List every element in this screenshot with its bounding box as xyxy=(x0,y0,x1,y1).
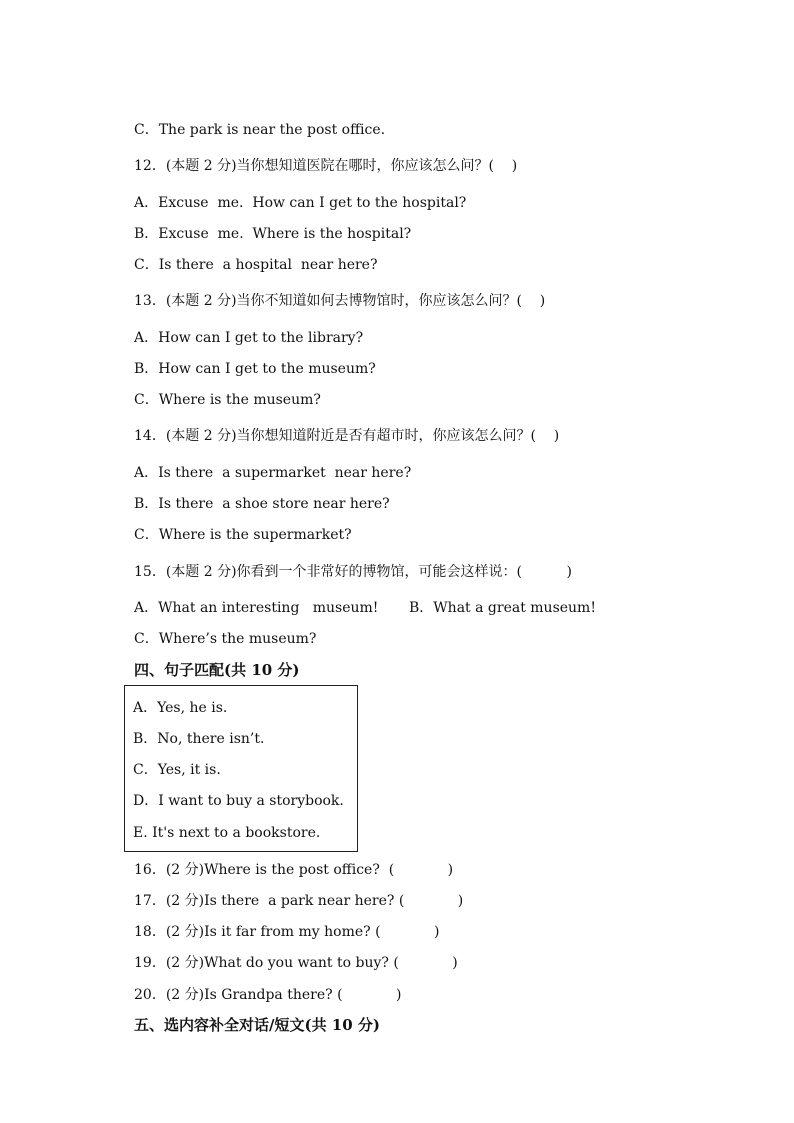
q12-option-a: A．Excuse me. How can I get to the hospital? xyxy=(134,195,467,211)
box-item-e: E. It's next to a bookstore. xyxy=(133,825,321,841)
question-20: 20．(2 分)Is Grandpa there? ( ) xyxy=(134,987,402,1003)
q12-stem: 12．(本题 2 分)当你想知道医院在哪时，你应该怎么问？( ) xyxy=(134,158,518,174)
question-18: 18．(2 分)Is it far from my home? ( ) xyxy=(134,924,440,940)
q14-stem: 14．(本题 2 分)当你想知道附近是否有超市时，你应该怎么问？( ) xyxy=(134,428,560,444)
q15-option-c: C．Where’s the museum? xyxy=(134,631,317,647)
q13-option-a: A．How can I get to the library? xyxy=(134,330,364,346)
q14-option-a: A．Is there a supermarket near here? xyxy=(134,465,412,481)
section-4-heading: 四、句子匹配(共 10 分) xyxy=(134,661,300,679)
q15-option-a: A．What an interesting museum! xyxy=(134,600,379,616)
q12-option-b: B．Excuse me. Where is the hospital? xyxy=(134,226,412,242)
q15-stem: 15．(本题 2 分)你看到一个非常好的博物馆，可能会这样说：( ) xyxy=(134,564,572,580)
q13-option-b: B．How can I get to the museum? xyxy=(134,361,376,377)
q11-option-c: C．The park is near the post office. xyxy=(134,122,386,138)
box-item-c: C．Yes, it is. xyxy=(133,762,221,778)
question-17: 17．(2 分)Is there a park near here? ( ) xyxy=(134,893,464,909)
question-16: 16．(2 分)Where is the post office? ( ) xyxy=(134,862,454,878)
q14-option-b: B．Is there a shoe store near here? xyxy=(134,496,390,512)
q14-option-c: C．Where is the supermarket? xyxy=(134,527,352,543)
q13-stem: 13．(本题 2 分)当你不知道如何去博物馆时，你应该怎么问？( ) xyxy=(134,293,546,309)
question-19: 19．(2 分)What do you want to buy? ( ) xyxy=(134,955,458,971)
section-5-heading: 五、选内容补全对话/短文(共 10 分) xyxy=(134,1016,380,1034)
q12-option-c: C．Is there a hospital near here? xyxy=(134,257,378,273)
q15-option-b: B．What a great museum! xyxy=(409,600,596,616)
q13-option-c: C．Where is the museum? xyxy=(134,392,321,408)
answer-choices-box xyxy=(124,685,358,852)
box-item-d: D．I want to buy a storybook. xyxy=(133,793,344,809)
box-item-b: B．No, there isn’t. xyxy=(133,731,265,747)
box-item-a: A．Yes, he is. xyxy=(133,700,228,716)
